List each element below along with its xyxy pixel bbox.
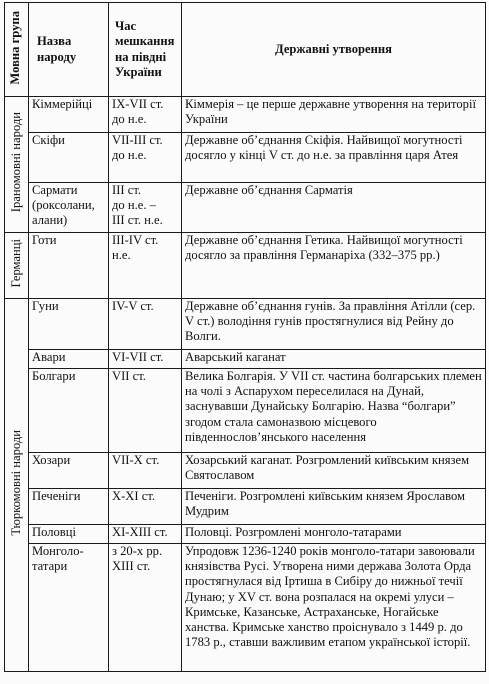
table-row (5, 453, 486, 489)
state-description: Кіммерія – це перше державне утворення на території України (182, 97, 486, 133)
people-name: Болгари (29, 369, 109, 453)
residence-time: III-IV ст. н.е. (109, 233, 182, 299)
people-name: Авари (29, 350, 109, 369)
group-cell-germanic: Германці (5, 233, 29, 299)
state-description: Аварський каганат (182, 350, 486, 369)
state-description: Державне об’єднання гунів. За правління Атілли (сер. V ст.) володіння гунів простягнулися від Рейну до Волги. (182, 299, 486, 350)
state-description: Державне об’єднання Скіфія. Найвищої могутності досягло у кінці V ст. до н.е. за правління царя Атея (182, 133, 486, 183)
residence-time: VII-III ст. до н.е. (109, 133, 182, 183)
people-name: Печеніги (29, 489, 109, 525)
table-row (5, 97, 486, 133)
residence-time: IX-VII ст. до н.е. (109, 97, 182, 133)
header-people-name: Назва народу (29, 3, 109, 97)
people-name: Половці (29, 525, 109, 544)
people-name: Хозари (29, 453, 109, 489)
table-row (5, 369, 486, 453)
table-row (5, 233, 486, 299)
table-row (5, 489, 486, 525)
state-description: Хозарський каганат. Розгромлений київським князем Святославом (182, 453, 486, 489)
state-description: Державне об’єднання Гетика. Найвищої могутності досягло за правління Германаріха (332–375 рр.) (182, 233, 486, 299)
state-description: Державне об’єднання Сарматія (182, 183, 486, 233)
residence-time: VII-X ст. (109, 453, 182, 489)
state-description: Половці. Розгромлені монголо-татарами (182, 525, 486, 544)
header-state-formations: Державні утворення (182, 3, 486, 97)
table-row (5, 183, 486, 233)
people-name: Гуни (29, 299, 109, 350)
people-name: Кіммерійці (29, 97, 109, 133)
people-name: Готи (29, 233, 109, 299)
residence-time: X-XI ст. (109, 489, 182, 525)
residence-time: VII ст. (109, 369, 182, 453)
residence-time: XI-XIII ст. (109, 525, 182, 544)
peoples-table (4, 2, 486, 672)
table-header-row (5, 3, 486, 97)
group-cell-iranian: Іраномовні народи (5, 97, 29, 233)
residence-time: з 20-х рр. XIII ст. (109, 544, 182, 672)
people-name: Сармати (роксолани, алани) (29, 183, 109, 233)
header-language-group: Мовна група (5, 3, 29, 97)
residence-time: IV-V ст. (109, 299, 182, 350)
people-name: Монголо- татари (29, 544, 109, 672)
table-row (5, 350, 486, 369)
residence-time: VI-VII ст. (109, 350, 182, 369)
header-residence-time: Час мешкання на півдні України (109, 3, 182, 97)
state-description: Велика Болгарія. У VII ст. частина болгарських племен на чолі з Аспарухом переселилася на Дунай, заснувавши Дунайську Болгарію. Назва “болгари” згодом стала самоназвою місцевого південнослов’янського населення (182, 369, 486, 453)
people-name: Скіфи (29, 133, 109, 183)
table-row (5, 544, 486, 672)
group-cell-turkic: Тюркомовні народи (5, 299, 29, 672)
residence-time: III ст. до н.е. – III ст. н.е. (109, 183, 182, 233)
table-row (5, 133, 486, 183)
table-row (5, 525, 486, 544)
state-description: Упродовж 1236-1240 років монголо-татари завоювали князівства Русі. Утворена ними держава Золота Орда простягнулася від Іртиша в Сибіру до нижньої течії Дунаю; у XV ст. вона розпалася на окремі улуси – Кримське, Казанське, Астраханське, Ногайське ханства. Кримське ханство проіснувало з 1449 р. до 1783 р., ставши важливим етапом української історії. (182, 544, 486, 672)
table-row (5, 299, 486, 350)
state-description: Печеніги. Розгромлені київським князем Ярославом Мудрим (182, 489, 486, 525)
